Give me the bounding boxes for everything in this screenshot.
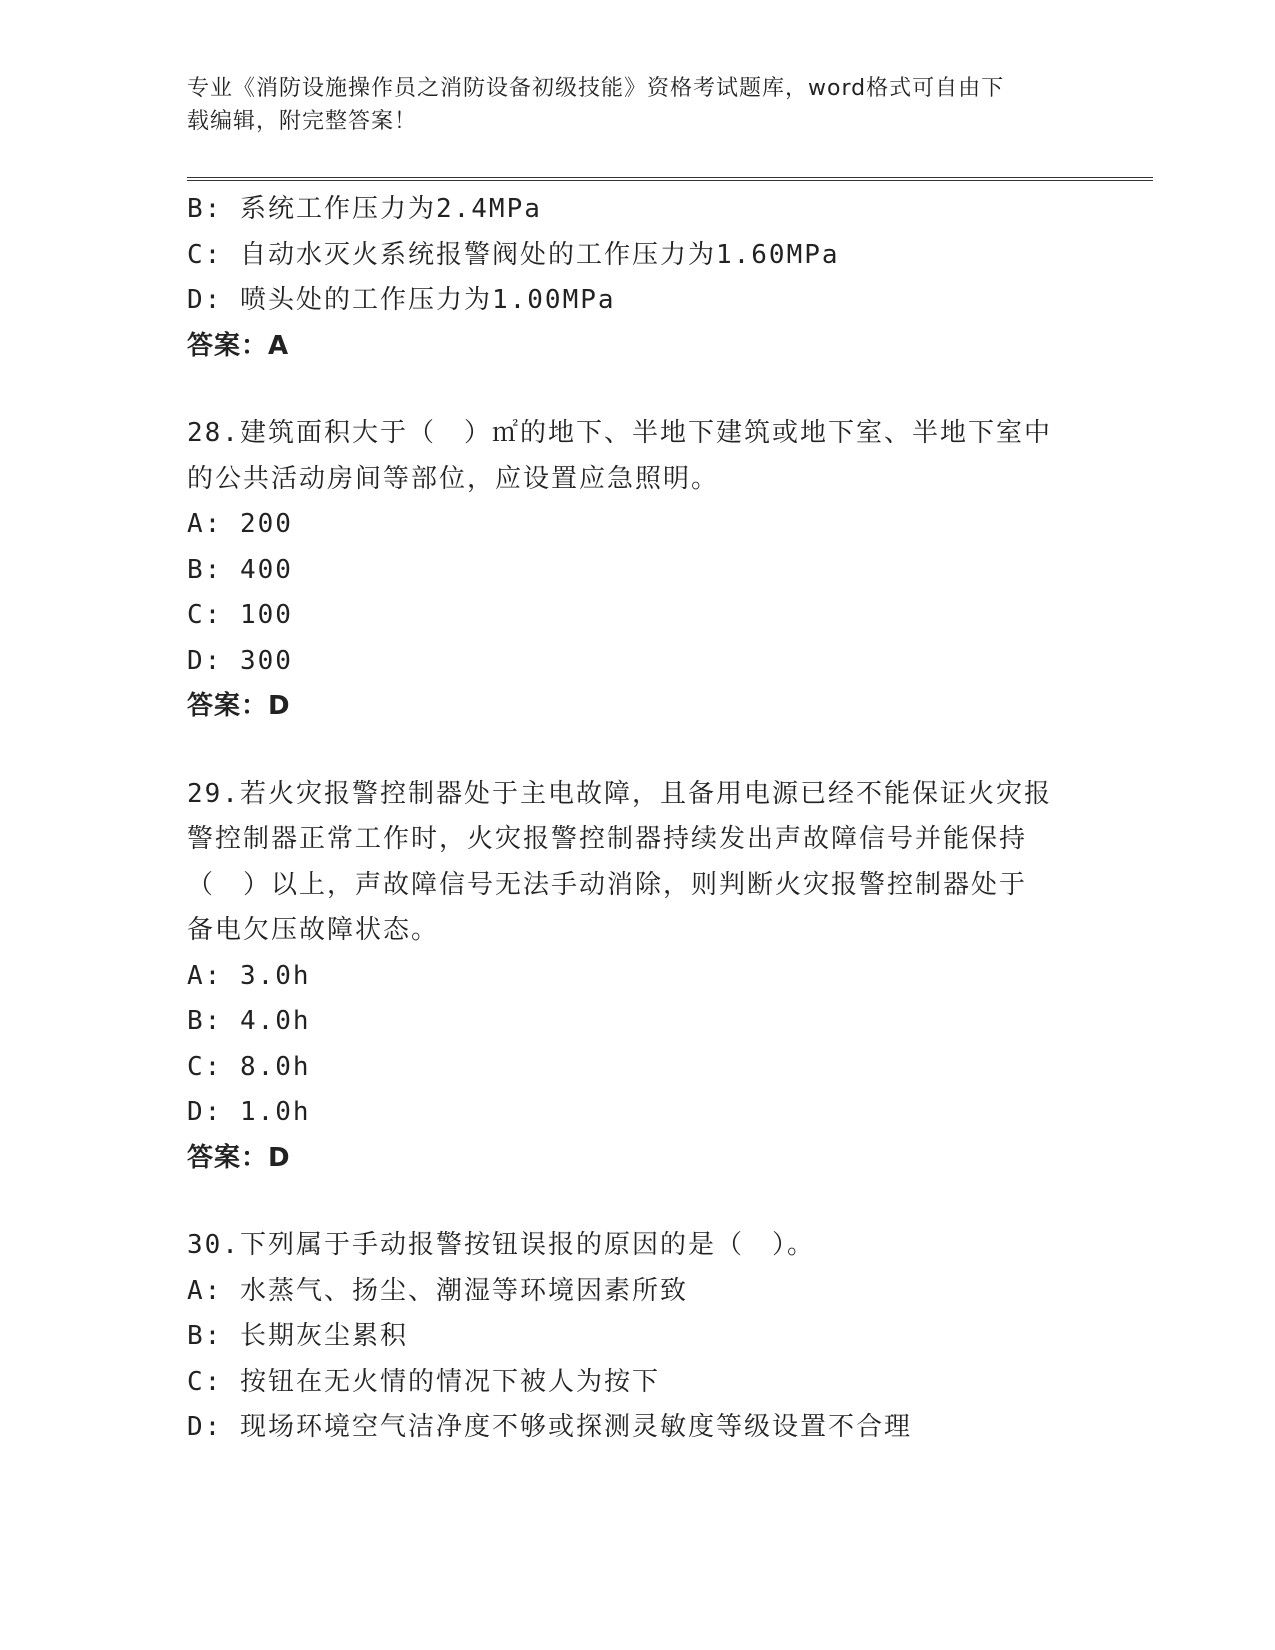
- question-spacer: [187, 1181, 1067, 1223]
- header-line-1: 专业《消防设施操作员之消防设备初级技能》资格考试题库，word格式可自由下: [187, 76, 1005, 101]
- option-c: C: 100: [187, 600, 293, 630]
- option-c: C: 按钮在无火情的情况下被人为按下: [187, 1366, 660, 1397]
- option-d: D: 现场环境空气洁净度不够或探测灵敏度等级设置不合理: [187, 1412, 912, 1442]
- option-b: B: 系统工作压力为2.4MPa: [187, 194, 542, 224]
- option-b: B: 长期灰尘累积: [187, 1321, 408, 1351]
- option-b: B: 400: [187, 554, 293, 585]
- question-spacer: [187, 369, 1067, 411]
- stem-line: 28.建筑面积大于（ ）㎡的地下、半地下建筑或地下室、半地下室中: [187, 418, 1052, 448]
- answer-label: 答案：A: [187, 330, 290, 361]
- stem-line: 的公共活动房间等部位，应设置应急照明。: [187, 463, 720, 494]
- question-27-tail: [187, 187, 1067, 369]
- option-d: D: 喷头处的工作压力为1.00MPa: [187, 285, 616, 315]
- header-line-2: 载编辑，附完整答案！: [187, 109, 418, 134]
- option-c: C: 自动水灭火系统报警阀处的工作压力为1.60MPa: [187, 239, 840, 270]
- question-content: [187, 187, 1067, 1451]
- question-30: [187, 1223, 1067, 1451]
- option-b: B: 4.0h: [187, 1006, 311, 1036]
- stem-line: 备电欠压故障状态。: [187, 915, 440, 945]
- answer-label: 答案：D: [187, 1142, 291, 1173]
- stem-line: 30.下列属于手动报警按钮误报的原因的是（ ）。: [187, 1230, 815, 1260]
- option-d: D: 1.0h: [187, 1097, 311, 1127]
- question-stem: [187, 1223, 1067, 1269]
- question-29: [187, 772, 1067, 1182]
- option-a: A: 3.0h: [187, 960, 311, 991]
- option-c: C: 8.0h: [187, 1051, 311, 1082]
- stem-line: 警控制器正常工作时，火灾报警控制器持续发出声故障信号并能保持: [187, 824, 1028, 854]
- option-a: A: 水蒸气、扬尘、潮湿等环境因素所致: [187, 1275, 688, 1306]
- question-stem: [187, 772, 1067, 954]
- stem-line: 29.若火灾报警控制器处于主电故障，且备用电源已经不能保证火灾报: [187, 778, 1052, 809]
- option-d: D: 300: [187, 645, 293, 676]
- question-spacer: [187, 730, 1067, 772]
- header-divider: [187, 177, 1153, 181]
- question-stem: [187, 411, 1067, 502]
- answer-label: 答案：D: [187, 691, 291, 721]
- option-a: A: 200: [187, 509, 293, 539]
- question-28: [187, 411, 1067, 730]
- stem-line: （ ）以上，声故障信号无法手动消除，则判断火灾报警控制器处于: [187, 869, 1028, 900]
- page-header: [187, 72, 1067, 138]
